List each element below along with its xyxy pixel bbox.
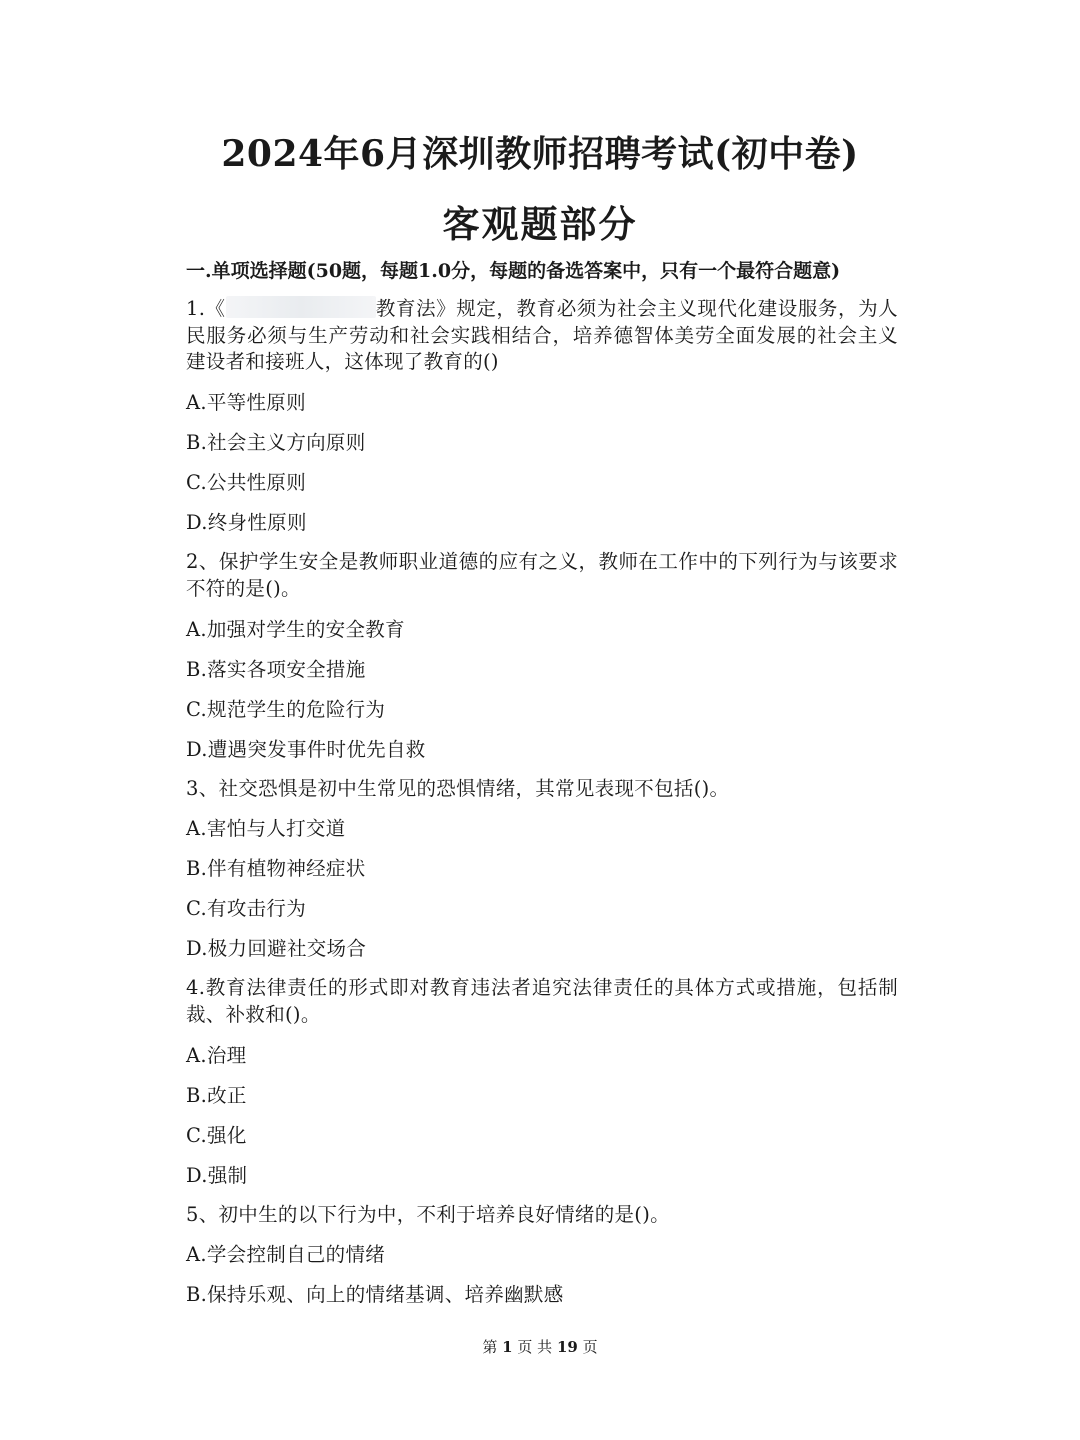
- question-stem: 3、社交恐惧是初中生常见的恐惧情绪，其常见表现不包括()。: [186, 776, 730, 800]
- answer-option: B.改正: [186, 1083, 247, 1107]
- footer-middle: 页 共: [517, 1338, 553, 1356]
- answer-option: C.强化: [186, 1123, 247, 1147]
- footer-prefix: 第: [482, 1338, 498, 1356]
- question-stem: [186, 296, 898, 376]
- answer-option: A.害怕与人打交道: [186, 817, 346, 841]
- answer-option: A.加强对学生的安全教育: [186, 617, 405, 641]
- answer-option: B.社会主义方向原则: [186, 431, 366, 455]
- footer-total-pages: 19: [556, 1338, 578, 1356]
- page-footer: [0, 1336, 1080, 1357]
- answer-option: C.规范学生的危险行为: [186, 697, 386, 721]
- question-stem-text: 教育法》规定，教育必须为社会主义现代化建设服务，为人民服务必须与生产劳动和社会实践相结合，培养德智体美劳全面发展的社会主义建设者和接班人，这体现了教育的(): [186, 297, 898, 374]
- footer-page-number: 1: [502, 1338, 513, 1356]
- answer-option: A.治理: [186, 1043, 247, 1067]
- answer-option: D.终身性原则: [186, 511, 307, 535]
- answer-option: C.公共性原则: [186, 471, 307, 495]
- answer-option: A.平等性原则: [186, 391, 306, 415]
- answer-option: B.伴有植物神经症状: [186, 857, 366, 881]
- redacted-region: [226, 296, 376, 318]
- section-heading: 一.单项选择题(50题，每题1.0分，每题的备选答案中，只有一个最符合题意): [186, 260, 841, 282]
- answer-option: D.遭遇突发事件时优先自救: [186, 737, 426, 761]
- answer-option: C.有攻击行为: [186, 897, 307, 921]
- question-stem: 5、初中生的以下行为中，不利于培养良好情绪的是()。: [186, 1202, 670, 1226]
- question-stem: 2、保护学生安全是教师职业道德的应有之义，教师在工作中的下列行为与该要求不符的是()。: [186, 550, 898, 600]
- question-number-prefix: 1.《: [186, 297, 226, 320]
- question-stem: 4.教育法律责任的形式即对教育违法者追究法律责任的具体方式或措施，包括制裁、补救和()。: [186, 976, 898, 1026]
- footer-suffix: 页: [582, 1338, 598, 1356]
- page-subtitle: 客观题部分: [442, 202, 638, 246]
- answer-option: B.保持乐观、向上的情绪基调、培养幽默感: [186, 1283, 564, 1307]
- question-list: [186, 296, 898, 1321]
- answer-option: D.强制: [186, 1163, 248, 1187]
- answer-option: A.学会控制自己的情绪: [186, 1243, 386, 1267]
- answer-option: B.落实各项安全措施: [186, 657, 366, 681]
- page-title: 2024年6月深圳教师招聘考试(初中卷): [221, 133, 859, 175]
- answer-option: D.极力回避社交场合: [186, 937, 367, 961]
